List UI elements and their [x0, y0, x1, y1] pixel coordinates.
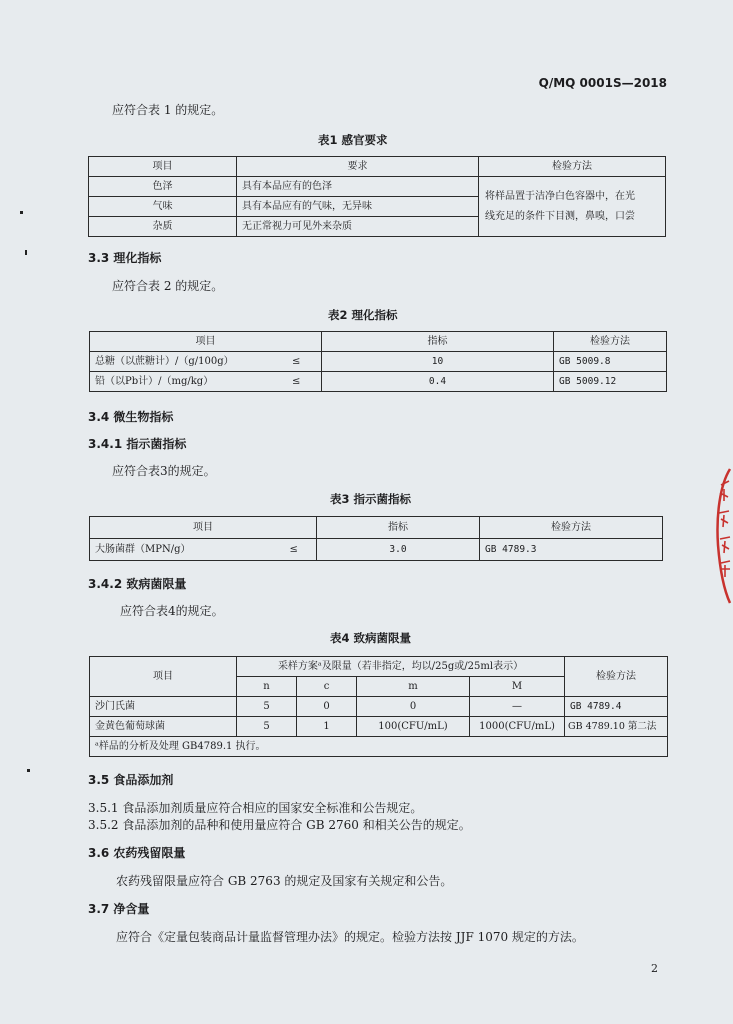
table-footnote-row	[90, 737, 668, 757]
section-paragraph: 3.5.1 食品添加剂质量应符合相应的国家安全标准和公告规定。	[88, 801, 423, 815]
table-row	[90, 352, 667, 372]
table-cell: 总糖（以蔗糖计）/（g/100g）	[90, 352, 272, 372]
table-row	[90, 697, 668, 717]
section-heading-3-4-1: 3.4.1 指示菌指标	[88, 437, 187, 451]
table-header-cell: 指标	[317, 517, 480, 539]
table-header-row	[89, 157, 666, 177]
table-header-row	[90, 657, 668, 677]
table-cell: 具有本品应有的气味，无异味	[237, 197, 479, 217]
table-subheader-cell: c	[297, 677, 357, 697]
table-cell: 100(CFU/mL)	[357, 717, 470, 737]
table-cell-operator: ≤	[272, 539, 317, 561]
table-cell: 1000(CFU/mL)	[470, 717, 565, 737]
table-header-cell: 项目	[90, 517, 317, 539]
table-cell: 0	[297, 697, 357, 717]
table-cell-operator: ≤	[272, 372, 322, 392]
table-header-cell: 采样方案ᵃ及限量（若非指定，均以/25g或/25ml表示）	[237, 657, 565, 677]
table-cell: GB 5009.8	[554, 352, 667, 372]
table-cell: GB 4789.3	[480, 539, 663, 561]
table-cell: 具有本品应有的色泽	[237, 177, 479, 197]
table-cell: 大肠菌群（MPN/g）	[90, 539, 272, 561]
table-header-cell: 检验方法	[480, 517, 663, 539]
table-row	[90, 717, 668, 737]
table3-indicator-bacteria	[89, 516, 663, 561]
table-cell: GB 4789.10 第二法	[565, 717, 668, 737]
table-row	[89, 177, 666, 197]
table-cell: 1	[297, 717, 357, 737]
section-heading-3-5: 3.5 食品添加剂	[88, 773, 174, 787]
table3-caption: 表3 指示菌指标	[330, 492, 412, 506]
standard-code: Q/MQ 0001S—2018	[538, 76, 667, 90]
table-cell: 气味	[89, 197, 237, 217]
table-header-cell: 项目	[90, 332, 322, 352]
intro-paragraph: 应符合表 1 的规定。	[112, 103, 224, 117]
section-paragraph: 应符合《定量包装商品计量监督管理办法》的规定。检验方法按 JJF 1070 规定的方法。	[116, 930, 584, 944]
table-cell: GB 4789.4	[565, 697, 668, 717]
method-line: 将样品置于洁净白色容器中，在光	[485, 190, 635, 202]
section-heading-3-6: 3.6 农药残留限量	[88, 846, 186, 860]
section-paragraph: 应符合表4的规定。	[120, 604, 224, 618]
table-subheader-cell: n	[237, 677, 297, 697]
table2-physicochemical	[89, 331, 667, 392]
table-cell: 色泽	[89, 177, 237, 197]
table-footnote: ᵃ样品的分析及处理 GB4789.1 执行。	[90, 737, 668, 757]
section-paragraph: 3.5.2 食品添加剂的品种和使用量应符合 GB 2760 和相关公告的规定。	[88, 818, 471, 832]
table-header-cell: 检验方法	[479, 157, 666, 177]
table-cell: 沙门氏菌	[90, 697, 237, 717]
table-cell: 金黄色葡萄球菌	[90, 717, 237, 737]
table1-caption: 表1 感官要求	[318, 133, 388, 147]
table-header-row	[90, 332, 667, 352]
table-cell: 0.4	[322, 372, 554, 392]
section-paragraph: 应符合表 2 的规定。	[112, 279, 224, 293]
table-row	[90, 372, 667, 392]
page-number: 2	[651, 962, 658, 975]
section-heading-3-7: 3.7 净含量	[88, 902, 150, 916]
table-cell: 铅（以Pb计）/（mg/kg）	[90, 372, 272, 392]
table-header-cell: 指标	[322, 332, 554, 352]
table4-caption: 表4 致病菌限量	[330, 631, 412, 645]
table-cell: 5	[237, 697, 297, 717]
table-cell-operator: ≤	[272, 352, 322, 372]
table-cell: 3.0	[317, 539, 480, 561]
method-line: 线充足的条件下目测，鼻嗅，口尝	[485, 210, 635, 222]
table4-pathogen-limits	[89, 656, 668, 757]
table-cell-method	[479, 177, 666, 237]
table-header-cell: 检验方法	[565, 657, 668, 697]
table1-sensory	[88, 156, 666, 237]
table2-caption: 表2 理化指标	[328, 308, 398, 322]
section-heading-3-4: 3.4 微生物指标	[88, 410, 174, 424]
table-cell: 0	[357, 697, 470, 717]
section-heading-3-3: 3.3 理化指标	[88, 251, 162, 265]
table-header-cell: 检验方法	[554, 332, 667, 352]
table-header-cell: 要求	[237, 157, 479, 177]
section-paragraph: 应符合表3的规定。	[112, 464, 216, 478]
table-row	[90, 539, 663, 561]
table-header-cell: 项目	[90, 657, 237, 697]
table-subheader-cell: M	[470, 677, 565, 697]
table-cell: 无正常视力可见外来杂质	[237, 217, 479, 237]
section-paragraph: 农药残留限量应符合 GB 2763 的规定及国家有关规定和公告。	[116, 874, 453, 888]
table-header-cell: 项目	[89, 157, 237, 177]
table-header-row	[90, 517, 663, 539]
table-subheader-cell: m	[357, 677, 470, 697]
table-cell: —	[470, 697, 565, 717]
table-cell: GB 5009.12	[554, 372, 667, 392]
scan-speck	[27, 769, 30, 772]
table-cell: 10	[322, 352, 554, 372]
scan-speck	[25, 250, 27, 255]
scan-speck	[20, 211, 23, 214]
table-cell: 杂质	[89, 217, 237, 237]
seal-stamp-icon	[712, 465, 733, 605]
section-heading-3-4-2: 3.4.2 致病菌限量	[88, 577, 187, 591]
table-cell: 5	[237, 717, 297, 737]
